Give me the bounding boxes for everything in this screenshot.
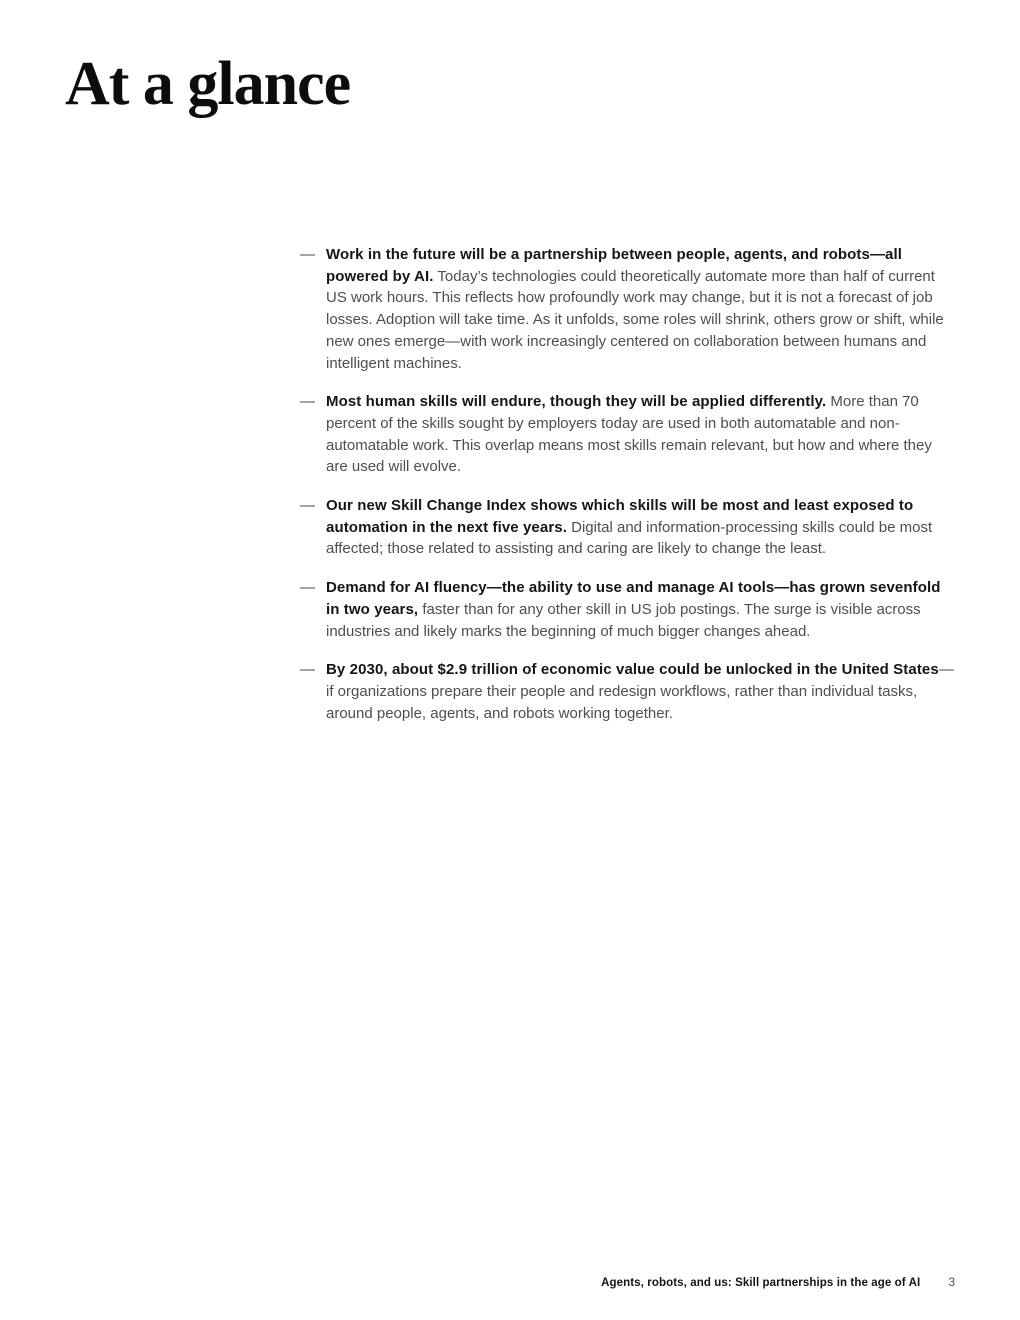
bullet-body-text: —if organizations prepare their people and redesign workflows, rather than individual tasks, around people, agents, and robots working together. [326, 661, 954, 722]
footer-report-title: Agents, robots, and us: Skill partnerships in the age of AI [601, 1277, 921, 1289]
bullet-text [326, 244, 957, 374]
bullet-lead-bold: Most human skills will endure, though they will be applied differently. [326, 393, 827, 411]
bullet-dash-marker: — [300, 393, 315, 411]
bullet-body-text: Digital and information-processing skills could be most affected; those related to assisting and caring are likely to change the least. [326, 518, 933, 558]
summary-bullet-list [300, 244, 957, 741]
list-item [300, 659, 957, 724]
bullet-text [326, 577, 957, 642]
list-item [300, 244, 957, 374]
list-item [300, 495, 957, 560]
bullet-body-text: Today’s technologies could theoretically automate more than half of current US work hours. This reflects how profoundly work may change, but it is not a forecast of job losses. Adoption will take time. As it unfolds, some roles will shrink, others grow or shift, while new ones emerge—with work increasingly centered on collaboration between humans and intelligent machines. [326, 267, 944, 372]
bullet-dash-marker: — [300, 246, 315, 263]
list-item [300, 577, 957, 642]
bullet-body-text: More than 70 percent of the skills sought by employers today are used in both automatable and non-automatable work. This overlap means most skills remain relevant, but how and where they are used will evolve. [326, 393, 932, 476]
bullet-lead-bold: Our new Skill Change Index shows which skills will be most and least exposed to automation in the next five years. [326, 497, 914, 536]
bullet-dash-marker: — [300, 579, 315, 597]
bullet-lead-bold: Demand for AI fluency—the ability to use and manage AI tools—has grown sevenfold in two years, [326, 579, 941, 618]
list-item [300, 391, 957, 478]
page-title: At a glance [65, 50, 351, 118]
bullet-text [326, 391, 957, 478]
bullet-dash-marker: — [300, 497, 315, 515]
footer-page-number: 3 [948, 1275, 955, 1289]
page-footer [601, 1275, 955, 1289]
bullet-text [326, 659, 957, 724]
bullet-text [326, 495, 957, 560]
bullet-dash-marker: — [300, 661, 315, 679]
bullet-lead-bold: Work in the future will be a partnership between people, agents, and robots—all powered by AI. [326, 246, 903, 285]
bullet-lead-bold: By 2030, about $2.9 trillion of economic value could be unlocked in the United States [326, 661, 939, 679]
bullet-body-text: faster than for any other skill in US job postings. The surge is visible across industries and likely marks the beginning of much bigger changes ahead. [326, 600, 921, 640]
